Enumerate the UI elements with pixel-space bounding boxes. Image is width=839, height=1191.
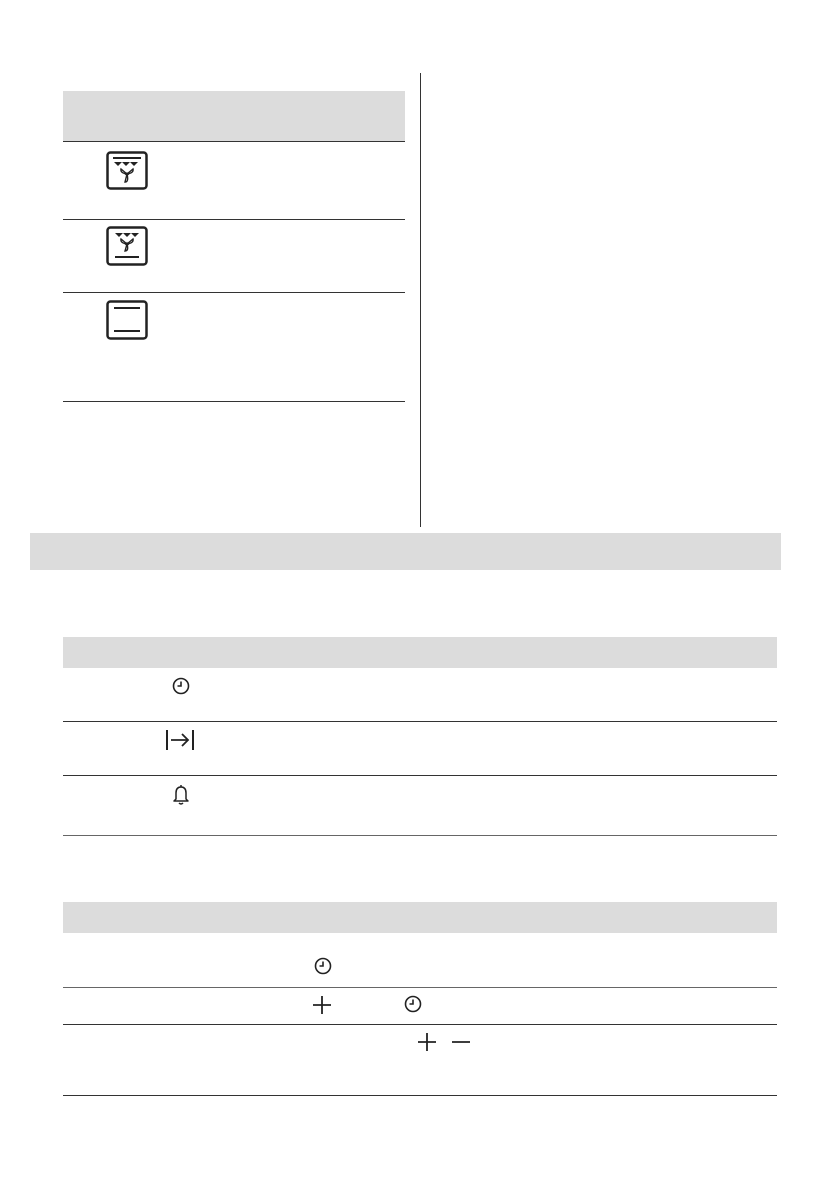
clock-table-bottom-rule — [63, 835, 777, 836]
mode-row-divider — [63, 219, 405, 220]
mode-table-header — [63, 91, 405, 142]
minus-icon — [450, 1031, 472, 1053]
oven-top-bottom-heat-icon — [106, 300, 148, 340]
mode-table-bottom-rule — [63, 401, 405, 402]
clock-row-divider — [63, 721, 777, 722]
mode-table-rule — [63, 141, 405, 142]
duration-arrow-icon — [164, 728, 196, 752]
bell-icon — [172, 784, 190, 806]
plus-icon — [311, 994, 333, 1016]
oven-fan-top-heat-icon — [106, 151, 148, 190]
clock-icon — [403, 994, 423, 1014]
clock-icon — [171, 676, 191, 696]
setting-table-bottom-rule — [63, 1095, 777, 1096]
section-header-band — [30, 533, 781, 570]
column-separator — [420, 73, 421, 527]
setting-row-divider — [63, 1024, 777, 1025]
setting-row-divider — [63, 987, 777, 988]
oven-fan-bottom-heat-icon — [106, 226, 148, 266]
clock-icon — [313, 956, 333, 976]
mode-row-divider — [63, 292, 405, 293]
setting-table-header — [63, 902, 777, 933]
plus-icon — [416, 1031, 438, 1053]
clock-table-header — [63, 637, 777, 668]
clock-row-divider — [63, 775, 777, 776]
